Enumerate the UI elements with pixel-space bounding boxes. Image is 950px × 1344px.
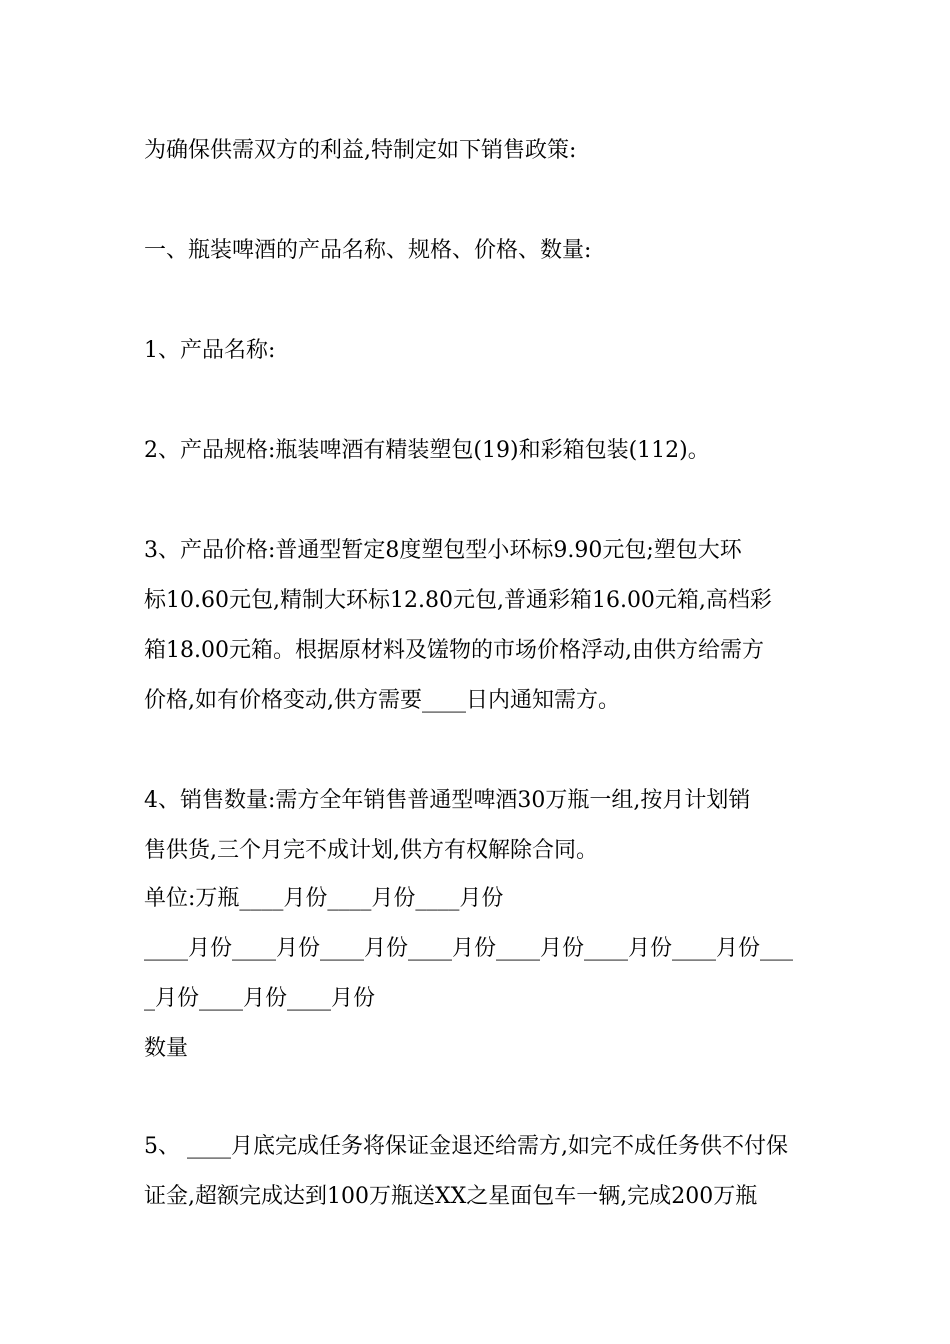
item-product-name: 1、产品名称:: [144, 338, 276, 363]
item-product-spec: 2、产品规格:瓶装啤酒有精装塑包(19)和彩箱包装(112)。: [144, 438, 710, 463]
intro-paragraph: 为确保供需双方的利益,特制定如下销售政策:: [144, 138, 577, 163]
item-price-line-2: 标10.60元包,精制大环标12.80元包,普通彩箱16.00元箱,高档彩: [144, 588, 772, 613]
months-line-1: ____月份____月份____月份____月份____月份____月份____月份___: [144, 936, 794, 961]
months-line-2: _月份____月份____月份: [144, 986, 376, 1011]
item-quantity-line-2: 售供货,三个月完不成计划,供方有权解除合同。: [144, 838, 598, 863]
item-price-line-4: 价格,如有价格变动,供方需要____日内通知需方。: [144, 688, 620, 713]
unit-line: 单位:万瓶____月份____月份____月份: [144, 886, 504, 911]
item-price-line-3: 箱18.00元箱。根据原材料及馐物的市场价格浮动,由供方给需方: [144, 638, 764, 663]
item-quantity-line-1: 4、销售数量:需方全年销售普通型啤酒30万瓶一组,按月计划销: [144, 788, 751, 813]
item-deposit-line-1: 5、 ____月底完成任务将保证金退还给需方,如完不成任务供不付保: [144, 1134, 788, 1159]
section-heading: 一、瓶装啤酒的产品名称、规格、价格、数量:: [144, 238, 592, 263]
quantity-label: 数量: [144, 1036, 189, 1061]
item-deposit-line-2: 证金,超额完成达到100万瓶送XX之星面包车一辆,完成200万瓶: [144, 1184, 758, 1209]
item-price-line-1: 3、产品价格:普通型暂定8度塑包型小环标9.90元包;塑包大环: [144, 538, 742, 563]
